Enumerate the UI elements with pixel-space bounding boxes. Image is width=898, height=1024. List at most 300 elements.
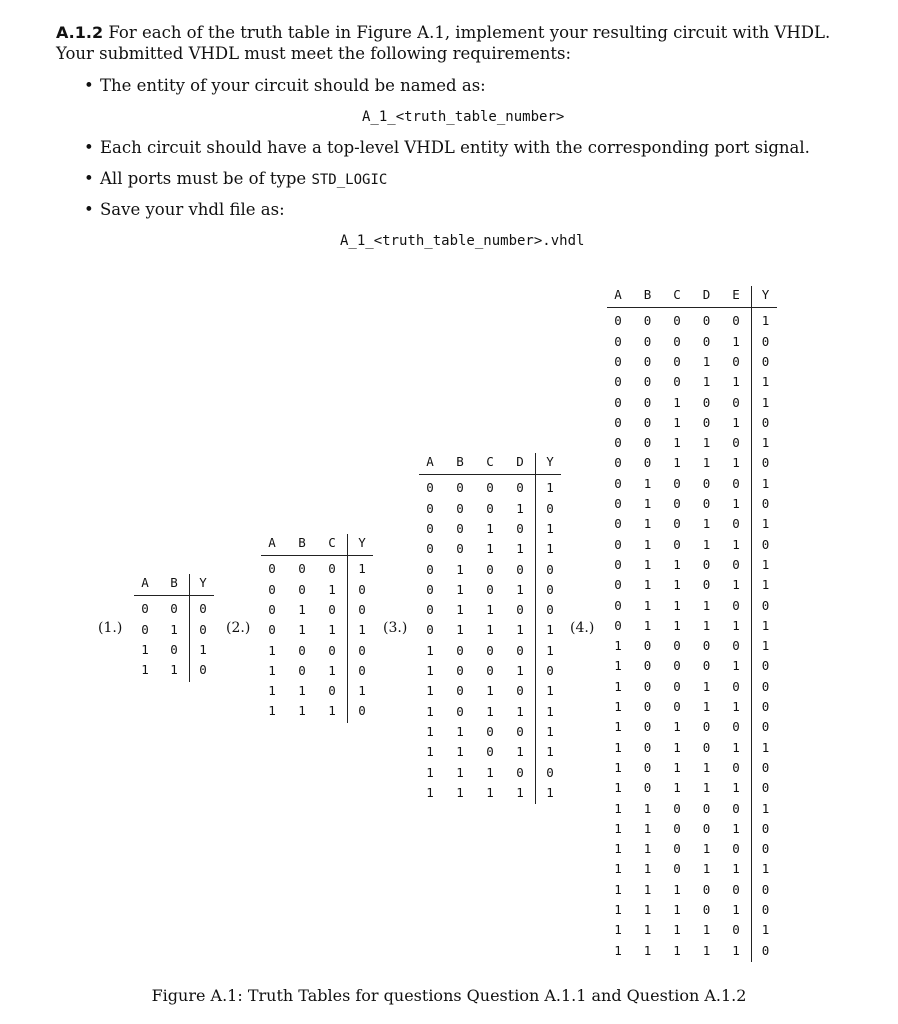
table-cell: 1 [614, 658, 622, 674]
table-cell: 1 [702, 942, 711, 958]
bullet-item [84, 76, 486, 95]
table-cell: 1 [486, 764, 494, 780]
table-cell: 1 [643, 577, 652, 593]
table-cell: 1 [614, 699, 622, 714]
table-cell: 0 [456, 683, 464, 699]
header-divider [134, 595, 214, 596]
table-cell: 1 [673, 922, 681, 938]
table-cell: 1 [614, 861, 622, 877]
table-cell: 0 [643, 699, 652, 714]
table-cell: 1 [702, 699, 711, 714]
table-cell: 0 [614, 475, 622, 491]
table-cell: 0 [643, 394, 652, 410]
table-cell: 0 [614, 496, 622, 511]
table-cell: 1 [328, 581, 336, 597]
table-cell: 1 [516, 703, 524, 719]
table-header-cell: B [170, 575, 178, 590]
table-cell: 0 [456, 642, 464, 658]
bullet-dot-icon: • [84, 76, 94, 95]
table-cell: 1 [546, 784, 554, 800]
table-cell: 1 [732, 861, 740, 877]
table-cell: 1 [456, 764, 464, 780]
table-cell: 0 [486, 744, 494, 760]
table-cell: 0 [673, 658, 681, 674]
table-cell: 0 [486, 581, 494, 597]
bullet-item [84, 200, 285, 219]
table-cell: 0 [268, 622, 276, 638]
table-cell: 1 [702, 678, 711, 694]
table-cell: 0 [732, 719, 740, 735]
table-cell: 1 [643, 475, 652, 491]
table-cell: 1 [426, 642, 434, 658]
table-cell: 0 [673, 496, 681, 511]
table-cell: 0 [643, 455, 652, 471]
table-cell: 1 [426, 764, 434, 780]
entity-name-code: A_1_<truth_table_number> [362, 109, 565, 125]
table-cell: 0 [170, 601, 178, 617]
table-cell: 1 [170, 662, 178, 678]
table-cell: 1 [702, 374, 711, 390]
table-cell: 0 [643, 658, 652, 674]
table-cell: 0 [643, 414, 652, 430]
header-divider [261, 555, 373, 556]
table-cell: 0 [170, 641, 178, 657]
bullet-text: The entity of your circuit should be named as: [100, 76, 486, 95]
table-cell: 1 [761, 313, 770, 329]
figure-caption: Figure A.1: Truth Tables for questions Question A.1.1 and Question A.1.2 [151, 986, 747, 1005]
table-cell: 0 [614, 516, 622, 532]
table-cell: 0 [643, 435, 652, 451]
table-cell: 0 [761, 902, 770, 917]
table-cell: 0 [702, 800, 711, 816]
table-cell: 0 [702, 881, 711, 897]
bullet-item [84, 138, 810, 157]
table-header-cell: D [516, 454, 524, 469]
table-cell: 1 [673, 759, 681, 775]
table-cell: 1 [614, 678, 622, 694]
table-cell: 0 [673, 536, 681, 552]
table-cell: 1 [761, 394, 770, 410]
table-cell: 0 [426, 480, 434, 496]
bullet-dot-icon: • [84, 200, 94, 219]
table-cell: 0 [456, 703, 464, 719]
table-cell: 0 [268, 601, 276, 617]
table-cell: 0 [614, 556, 622, 572]
table-cell: 1 [614, 881, 622, 897]
table-cell: 1 [546, 683, 554, 699]
table-cell: 0 [268, 581, 276, 597]
table-cell: 1 [673, 902, 681, 917]
table-label: (1.) [98, 620, 123, 636]
table-header-cell: A [268, 535, 276, 550]
table-cell: 0 [732, 353, 740, 369]
table-cell: 0 [614, 577, 622, 593]
table-cell: 0 [643, 374, 652, 390]
table-cell: 1 [516, 663, 524, 678]
table-cell: 0 [702, 902, 711, 917]
table-cell: 1 [426, 663, 434, 678]
table-cell: 1 [546, 723, 554, 739]
table-cell: 1 [486, 622, 494, 638]
table-cell: 1 [643, 516, 652, 532]
table-cell: 0 [426, 602, 434, 618]
table-cell: 1 [358, 622, 366, 638]
table-cell: 1 [732, 455, 740, 471]
table-cell: 1 [546, 703, 554, 719]
table-cell: 1 [761, 516, 770, 532]
table-cell: 1 [426, 683, 434, 699]
table-label: (2.) [226, 620, 251, 636]
table-cell: 1 [298, 683, 306, 699]
table-cell: 0 [702, 658, 711, 674]
table-cell: 0 [732, 394, 740, 410]
table-cell: 0 [702, 394, 711, 410]
table-cell: 0 [199, 601, 207, 617]
table-cell: 1 [516, 622, 524, 638]
table-cell: 0 [761, 536, 770, 552]
table-cell: 1 [614, 841, 622, 857]
table-cell: 1 [486, 602, 494, 618]
table-cell: 0 [328, 683, 336, 699]
table-label: (4.) [570, 620, 595, 636]
table-cell: 1 [456, 784, 464, 800]
table-cell: 1 [732, 333, 740, 349]
table-header-cell: B [298, 535, 306, 550]
table-cell: 1 [702, 617, 711, 633]
table-cell: 1 [298, 622, 306, 638]
table-cell: 1 [732, 536, 740, 552]
table-cell: 0 [141, 601, 149, 617]
table-cell: 0 [426, 581, 434, 597]
table-cell: 1 [614, 638, 622, 654]
table-cell: 1 [643, 800, 652, 816]
table-cell: 1 [643, 536, 652, 552]
table-header-cell: Y [546, 454, 554, 469]
table-cell: 0 [328, 561, 336, 577]
table-cell: 0 [546, 581, 554, 597]
table-cell: 0 [761, 455, 770, 471]
table-cell: 1 [673, 942, 681, 958]
table-cell: 1 [614, 759, 622, 775]
table-cell: 1 [643, 922, 652, 938]
table-cell: 0 [643, 719, 652, 735]
table-cell: 1 [643, 820, 652, 836]
table-cell: 0 [673, 516, 681, 532]
table-cell: 0 [761, 353, 770, 369]
table-cell: 0 [761, 414, 770, 430]
table-cell: 1 [456, 723, 464, 739]
table-cell: 0 [673, 861, 681, 877]
bullet-dot-icon: • [84, 169, 94, 188]
table-cell: 1 [358, 683, 366, 699]
table-cell: 0 [614, 455, 622, 471]
table-header-cell: C [673, 287, 681, 302]
table-cell: 0 [516, 683, 524, 699]
table-cell: 1 [516, 784, 524, 800]
table-cell: 0 [516, 602, 524, 618]
table-cell: 1 [328, 662, 336, 678]
table-cell: 0 [486, 642, 494, 658]
table-cell: 1 [426, 784, 434, 800]
table-cell: 1 [732, 820, 740, 836]
table-cell: 0 [516, 642, 524, 658]
table-header-cell: Y [761, 287, 770, 302]
table-cell: 1 [673, 455, 681, 471]
table-cell: 0 [702, 638, 711, 654]
table-cell: 0 [761, 759, 770, 775]
table-cell: 0 [643, 638, 652, 654]
question-intro [56, 22, 846, 64]
bullet-code: STD_LOGIC [311, 172, 388, 188]
table-cell: 1 [702, 759, 711, 775]
table-cell: 1 [268, 662, 276, 678]
table-cell: 1 [486, 541, 494, 557]
table-cell: 0 [702, 496, 711, 511]
table-cell: 1 [673, 617, 681, 633]
table-cell: 1 [516, 541, 524, 557]
table-cell: 0 [298, 581, 306, 597]
table-cell: 1 [456, 744, 464, 760]
table-header-cell: D [702, 287, 711, 302]
bullet-item [84, 169, 387, 188]
table-cell: 1 [486, 520, 494, 536]
table-cell: 0 [456, 520, 464, 536]
table-cell: 1 [614, 820, 622, 836]
table-cell: 0 [456, 663, 464, 678]
table-cell: 0 [761, 597, 770, 613]
table-cell: 1 [702, 435, 711, 451]
table-cell: 0 [358, 642, 366, 658]
table-cell: 1 [643, 881, 652, 897]
table-cell: 1 [614, 780, 622, 796]
table-label: (3.) [383, 620, 408, 636]
table-cell: 0 [426, 561, 434, 577]
table-cell: 0 [358, 581, 366, 597]
table-cell: 0 [516, 764, 524, 780]
table-header-cell: C [328, 535, 336, 550]
table-cell: 1 [426, 723, 434, 739]
table-cell: 0 [732, 841, 740, 857]
table-cell: 0 [673, 638, 681, 654]
table-header-cell: A [141, 575, 149, 590]
table-cell: 1 [702, 922, 711, 938]
table-header-cell: Y [199, 575, 207, 590]
bullet-text: Save your vhdl file as: [100, 200, 285, 219]
table-cell: 1 [761, 577, 770, 593]
table-cell: 0 [614, 333, 622, 349]
table-cell: 1 [486, 683, 494, 699]
table-cell: 0 [673, 841, 681, 857]
table-cell: 1 [761, 374, 770, 390]
table-cell: 1 [732, 374, 740, 390]
table-cell: 0 [614, 394, 622, 410]
table-cell: 0 [456, 541, 464, 557]
table-cell: 1 [546, 480, 554, 496]
file-name-code: A_1_<truth_table_number>.vhdl [340, 233, 585, 249]
table-cell: 0 [298, 642, 306, 658]
bullet-text: All ports must be of type [100, 169, 312, 188]
table-cell: 1 [516, 500, 524, 516]
table-cell: 0 [732, 475, 740, 491]
table-cell: 0 [328, 642, 336, 658]
table-cell: 0 [486, 723, 494, 739]
output-divider [535, 453, 536, 804]
table-cell: 1 [732, 739, 740, 755]
table-cell: 0 [643, 313, 652, 329]
table-cell: 1 [298, 601, 306, 617]
table-cell: 0 [516, 723, 524, 739]
table-cell: 1 [643, 902, 652, 917]
table-cell: 0 [673, 699, 681, 714]
table-cell: 0 [546, 561, 554, 577]
table-cell: 0 [426, 541, 434, 557]
table-cell: 1 [732, 942, 740, 958]
table-cell: 1 [268, 642, 276, 658]
table-cell: 0 [328, 601, 336, 617]
bullet-dot-icon: • [84, 138, 94, 157]
table-cell: 1 [643, 597, 652, 613]
table-cell: 1 [761, 556, 770, 572]
table-cell: 1 [673, 597, 681, 613]
table-cell: 1 [761, 435, 770, 451]
output-divider [347, 534, 348, 723]
table-cell: 1 [673, 394, 681, 410]
table-cell: 0 [732, 435, 740, 451]
table-cell: 1 [673, 414, 681, 430]
table-cell: 0 [516, 520, 524, 536]
table-cell: 1 [268, 703, 276, 719]
table-header-cell: B [643, 287, 652, 302]
table-cell: 0 [673, 333, 681, 349]
table-cell: 1 [673, 556, 681, 572]
table-cell: 0 [673, 313, 681, 329]
table-cell: 0 [761, 678, 770, 694]
table-cell: 1 [614, 922, 622, 938]
table-cell: 0 [732, 638, 740, 654]
table-cell: 1 [199, 641, 207, 657]
table-cell: 1 [732, 496, 740, 511]
table-cell: 1 [516, 581, 524, 597]
table-cell: 0 [702, 820, 711, 836]
table-header-cell: E [732, 287, 740, 302]
table-cell: 0 [673, 374, 681, 390]
table-cell: 1 [732, 577, 740, 593]
table-cell: 0 [516, 480, 524, 496]
table-cell: 0 [456, 500, 464, 516]
table-cell: 1 [732, 658, 740, 674]
table-cell: 1 [761, 617, 770, 633]
table-cell: 1 [546, 744, 554, 760]
table-cell: 0 [268, 561, 276, 577]
table-cell: 1 [673, 881, 681, 897]
table-cell: 1 [702, 780, 711, 796]
output-divider [751, 286, 752, 962]
table-cell: 0 [643, 678, 652, 694]
table-cell: 0 [702, 577, 711, 593]
table-cell: 0 [702, 719, 711, 735]
table-cell: 0 [702, 556, 711, 572]
table-cell: 0 [298, 561, 306, 577]
table-cell: 1 [614, 942, 622, 958]
table-cell: 0 [643, 759, 652, 775]
table-cell: 1 [614, 800, 622, 816]
table-cell: 1 [614, 719, 622, 735]
table-cell: 1 [732, 414, 740, 430]
question-text: For each of the truth table in Figure A.1, implement your resulting circuit with VHDL. Your submitted VHDL must meet the following requirements: [56, 23, 831, 63]
table-cell: 1 [673, 719, 681, 735]
table-cell: 0 [673, 800, 681, 816]
table-cell: 0 [486, 480, 494, 496]
table-cell: 1 [732, 617, 740, 633]
table-cell: 1 [732, 699, 740, 714]
table-cell: 0 [732, 922, 740, 938]
table-cell: 0 [358, 601, 366, 617]
table-cell: 1 [141, 662, 149, 678]
table-cell: 0 [614, 435, 622, 451]
header-divider [419, 474, 561, 475]
table-cell: 0 [358, 703, 366, 719]
table-cell: 0 [702, 333, 711, 349]
table-cell: 1 [643, 496, 652, 511]
table-header-cell: A [426, 454, 434, 469]
table-cell: 0 [614, 536, 622, 552]
table-cell: 1 [761, 739, 770, 755]
table-cell: 1 [170, 621, 178, 637]
table-cell: 1 [673, 435, 681, 451]
table-cell: 1 [702, 841, 711, 857]
table-cell: 1 [643, 942, 652, 958]
table-cell: 1 [761, 800, 770, 816]
table-cell: 0 [673, 353, 681, 369]
table-cell: 0 [761, 881, 770, 897]
table-cell: 1 [456, 602, 464, 618]
table-cell: 0 [141, 621, 149, 637]
table-cell: 0 [732, 313, 740, 329]
table-cell: 1 [486, 784, 494, 800]
table-cell: 0 [199, 662, 207, 678]
table-cell: 1 [673, 577, 681, 593]
table-cell: 0 [761, 719, 770, 735]
table-cell: 1 [702, 353, 711, 369]
table-cell: 0 [732, 678, 740, 694]
table-cell: 0 [732, 556, 740, 572]
table-header-cell: A [614, 287, 622, 302]
table-cell: 1 [761, 475, 770, 491]
table-cell: 0 [546, 602, 554, 618]
table-cell: 0 [702, 414, 711, 430]
table-cell: 0 [614, 597, 622, 613]
table-cell: 0 [614, 353, 622, 369]
table-cell: 1 [456, 581, 464, 597]
table-cell: 0 [702, 739, 711, 755]
table-cell: 0 [673, 820, 681, 836]
table-cell: 0 [614, 414, 622, 430]
table-cell: 1 [141, 641, 149, 657]
table-cell: 1 [673, 739, 681, 755]
table-cell: 0 [486, 500, 494, 516]
table-cell: 1 [516, 744, 524, 760]
table-cell: 0 [199, 621, 207, 637]
table-cell: 0 [426, 520, 434, 536]
table-cell: 0 [761, 496, 770, 511]
table-cell: 1 [761, 922, 770, 938]
table-cell: 0 [643, 780, 652, 796]
table-cell: 0 [761, 333, 770, 349]
table-cell: 1 [486, 703, 494, 719]
table-cell: 0 [673, 475, 681, 491]
table-cell: 1 [426, 744, 434, 760]
table-header-cell: B [456, 454, 464, 469]
